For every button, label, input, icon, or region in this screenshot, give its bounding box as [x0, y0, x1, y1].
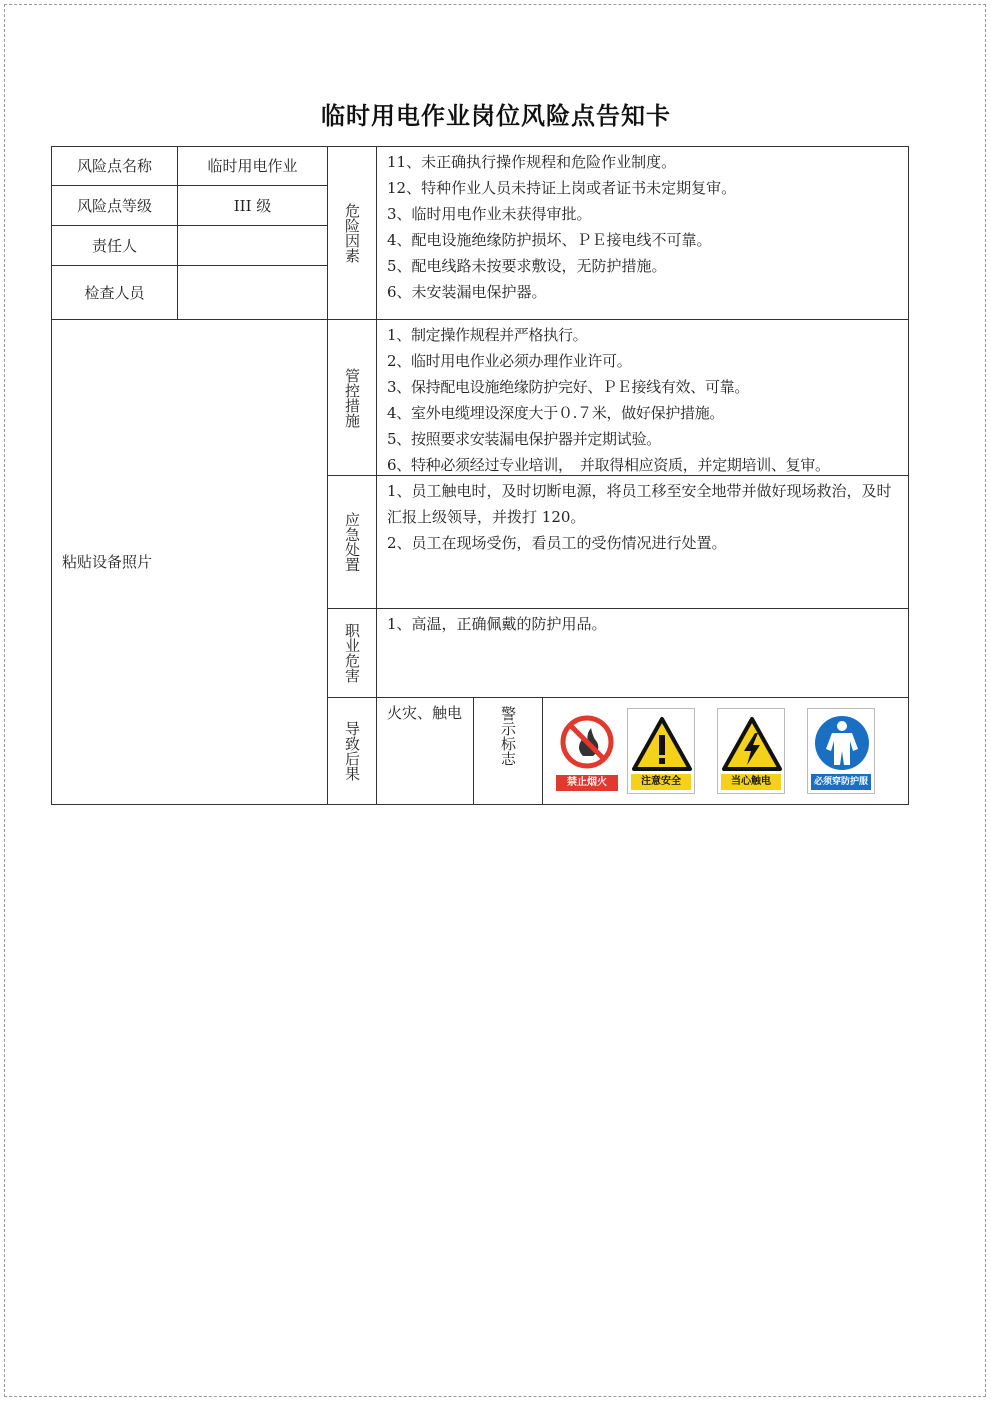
risk-level-value: III 级 [177, 185, 328, 226]
sign-caption: 禁止烟火 [556, 775, 618, 791]
warning-label-cell [473, 697, 543, 805]
controls-label-cell [327, 319, 377, 476]
emergency-label: 应急处置 [343, 512, 361, 572]
sign-caution [627, 708, 695, 794]
emergency-item: 2、员工在现场受伤，看员工的受伤情况进行处置。 [387, 534, 727, 552]
hazard-item: 3、临时用电作业未获得审批。 [387, 205, 592, 223]
hazard-item: 6、未安装漏电保护器。 [387, 283, 547, 301]
no-fire-icon [553, 712, 621, 774]
control-item: 5、按照要求安装漏电保护器并定期试验。 [387, 430, 661, 448]
consequence-value: 火灾、触电 [387, 704, 463, 722]
sign-caption: 注意安全 [631, 774, 691, 790]
hazard-item: 11、未正确执行操作规程和危险作业制度。 [387, 153, 677, 171]
emergency-list [376, 475, 909, 609]
control-item: 1、制定操作规程并严格执行。 [387, 326, 588, 344]
page-title: 临时用电作业岗位风险点告知卡 [321, 101, 671, 130]
sign-electric-shock [717, 708, 785, 794]
consequence-label-cell [327, 697, 377, 805]
warning-signs-cell [542, 697, 909, 805]
hazard-item: 12、特种作业人员未持证上岗或者证书未定期复审。 [387, 179, 737, 197]
control-item: 4、室外电缆埋设深度大于０.７米，做好保护措施。 [387, 404, 725, 422]
hazard-item: 5、配电线路未按要求敷设，无防护措施。 [387, 257, 667, 275]
hazards-list [376, 146, 909, 320]
sign-no-fire [553, 708, 621, 794]
control-item: 2、临时用电作业必须办理作业许可。 [387, 352, 632, 370]
sign-protective-clothing [807, 708, 875, 794]
sign-caption: 当心触电 [721, 774, 781, 790]
equipment-photo-placeholder [51, 319, 328, 805]
inspector-value [177, 265, 328, 320]
sign-caption: 必须穿防护服 [811, 774, 871, 790]
risk-card-table [51, 146, 909, 805]
emergency-item: 1、员工触电时，及时切断电源，将员工移至安全地带并做好现场救治，及时汇报上级领导，并拨打 120。 [387, 482, 892, 526]
occupational-label: 职业危害 [343, 623, 361, 683]
control-item: 6、特种必须经过专业培训， 并取得相应资质，并定期培训、复审。 [387, 456, 830, 474]
photo-placeholder-text: 粘贴设备照片 [62, 553, 153, 571]
controls-list [376, 319, 909, 476]
control-item: 3、保持配电设施绝缘防护完好、ＰＥ接线有效、可靠。 [387, 378, 750, 396]
hazard-item: 4、配电设施绝缘防护损坏、ＰＥ接电线不可靠。 [387, 231, 712, 249]
warning-label: 警示标志 [499, 706, 517, 766]
protective-clothing-icon [808, 713, 876, 775]
consequence-label: 导致后果 [343, 721, 361, 781]
emergency-label-cell [327, 475, 377, 609]
risk-name-value: 临时用电作业 [177, 146, 328, 186]
electric-shock-icon [718, 713, 786, 775]
hazards-label: 危险因素 [343, 203, 361, 263]
consequence-value-cell [376, 697, 474, 805]
controls-label: 管控措施 [343, 367, 361, 428]
responsible-label: 责任人 [51, 225, 178, 266]
caution-icon [628, 713, 696, 775]
risk-name-label: 风险点名称 [51, 146, 178, 186]
occupational-label-cell [327, 608, 377, 698]
inspector-label: 检查人员 [51, 265, 178, 320]
hazards-label-cell [327, 146, 377, 320]
responsible-value [177, 225, 328, 266]
occupational-list [376, 608, 909, 698]
occupational-item: 1、高温，正确佩戴的防护用品。 [387, 615, 607, 633]
risk-level-label: 风险点等级 [51, 185, 178, 226]
